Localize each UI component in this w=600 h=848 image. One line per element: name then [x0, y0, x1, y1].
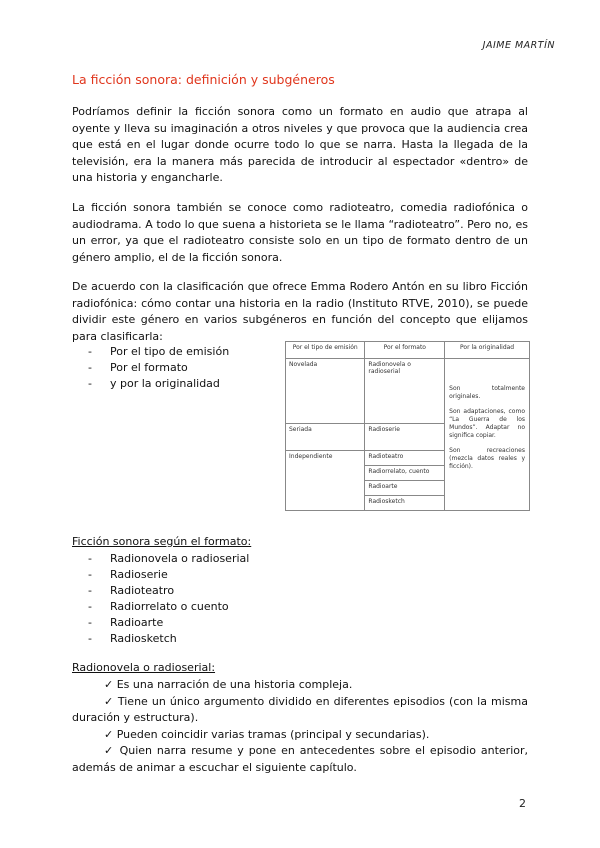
section-title: La ficción sonora: definición y subgéneros [72, 72, 335, 87]
list-item [72, 743, 528, 776]
paragraph-also-known: La ficción sonora también se conoce como radioteatro, comedia radiofónica o audiodrama. A todo lo que suena a historieta se le llama “radioteatro”. Pero no, es un error, ya que el radioteatro consiste solo en un tipo de formato dentro de un género amplio, el de la ficción sonora. [72, 201, 528, 264]
check-icon: ✓ [104, 694, 114, 708]
check-icon: ✓ [104, 727, 114, 741]
originality-cell [445, 359, 530, 511]
page-number: 2 [519, 797, 526, 810]
column-header: Por la originalidad [445, 342, 530, 359]
table-cell: Radioserie [365, 424, 445, 451]
check-item-text: Es una narración de una historia compleja. [116, 678, 353, 691]
author-header: JAIME MARTÍN [482, 40, 555, 51]
table-cell: Radionovela o radioserial [365, 359, 445, 424]
table-row [286, 359, 530, 424]
column-header: Por el tipo de emisión [286, 342, 365, 359]
table-header-row [286, 342, 530, 359]
list-item: - Radioarte [88, 615, 249, 631]
table-cell: Radioteatro [365, 451, 445, 466]
table-cell: Radiorrelato, cuento [365, 466, 445, 481]
criteria-list [88, 344, 229, 392]
list-item: - Radioserie [88, 567, 249, 583]
list-item: - Radionovela o radioserial [88, 551, 249, 567]
table-cell: Independiente [286, 451, 365, 511]
list-item: - Por el tipo de emisión [88, 344, 229, 360]
table-cell: Novelada [286, 359, 365, 424]
table-cell: Radioarte [365, 481, 445, 496]
list-item: - y por la originalidad [88, 376, 229, 392]
check-item-text: Quien narra resume y pone en antecedentes sobre el episodio anterior, además de animar a escuchar el siguiente capítulo. [72, 744, 528, 774]
list-item: - Radioteatro [88, 583, 249, 599]
list-item [72, 677, 528, 694]
radionovela-checklist [72, 677, 528, 776]
radionovela-subtitle: Radionovela o radioserial: [72, 661, 216, 674]
formato-list [88, 551, 249, 647]
formato-subtitle: Ficción sonora según el formato: [72, 535, 252, 548]
check-icon: ✓ [104, 678, 114, 691]
check-item-text: Pueden coincidir varias tramas (principal y secundarias). [116, 727, 430, 741]
table-cell: Radiosketch [365, 496, 445, 511]
list-item [72, 694, 528, 727]
originality-note: Son adaptaciones, como “La Guerra de los Mundos”. Adaptar no significa copiar. [449, 408, 525, 439]
list-item: - Radiorrelato o cuento [88, 599, 249, 615]
table-cell: Seriada [286, 424, 365, 451]
paragraph-classification: De acuerdo con la clasificación que ofrece Emma Rodero Antón en su libro Ficción radiofónica: cómo contar una historia en la radio (Instituto RTVE, 2010), se puede dividir este género en varios subgéneros en función del concepto que elijamos para clasificarla: [72, 280, 528, 343]
list-item [72, 727, 528, 744]
list-item: - Por el formato [88, 360, 229, 376]
list-item: - Radiosketch [88, 631, 249, 647]
check-icon: ✓ [104, 744, 115, 757]
paragraph-definition: Podríamos definir la ficción sonora como un formato en audio que atrapa al oyente y lleva su imaginación a otros niveles y que provoca que la audiencia crea que está en el lugar donde ocurre todo lo que se narra. Hasta la llegada de la televisión, era la manera más parecida de introducir al espectador «dentro» de una historia y engancharle. [72, 105, 528, 184]
check-item-text: Tiene un único argumento dividido en diferentes episodios (con la misma duración y estructura). [72, 694, 528, 724]
classification-table [285, 341, 530, 511]
column-header: Por el formato [365, 342, 445, 359]
originality-note: Son totalmente originales. [449, 385, 525, 400]
originality-note: Son recreaciones (mezcla datos reales y ficción). [449, 447, 525, 470]
